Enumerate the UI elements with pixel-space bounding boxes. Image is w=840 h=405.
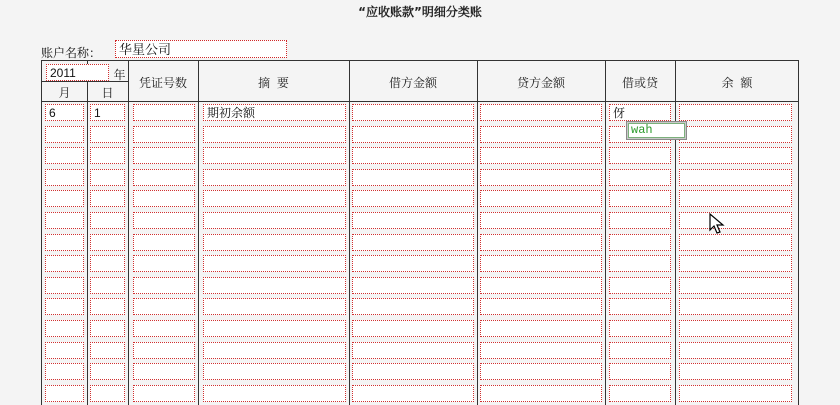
direction-cell[interactable]	[609, 298, 671, 315]
grid-vline	[128, 61, 129, 405]
page-title: “应收账款”明细分类账	[358, 5, 482, 19]
month-cell[interactable]	[45, 212, 84, 229]
voucher-cell[interactable]	[133, 190, 195, 207]
credit-cell[interactable]	[480, 190, 602, 207]
debit-cell[interactable]	[352, 320, 474, 337]
day-cell[interactable]	[90, 255, 125, 272]
summary-cell[interactable]	[203, 190, 346, 207]
balance-cell[interactable]	[679, 190, 792, 207]
direction-cell[interactable]	[609, 363, 671, 380]
month-header: 月	[58, 86, 71, 100]
credit-cell[interactable]	[480, 385, 602, 402]
balance-cell[interactable]	[679, 385, 792, 402]
grid-hline	[42, 101, 799, 102]
voucher-cell[interactable]	[133, 255, 195, 272]
month-cell[interactable]	[45, 320, 84, 337]
summary-cell[interactable]	[203, 298, 346, 315]
credit-cell[interactable]	[480, 147, 602, 164]
voucher-cell[interactable]	[133, 212, 195, 229]
month-cell[interactable]	[45, 342, 84, 359]
summary-cell[interactable]	[203, 320, 346, 337]
balance-cell[interactable]	[679, 126, 792, 143]
arrow-pointer-icon	[709, 213, 725, 235]
grid-vline	[605, 61, 606, 405]
balance-cell[interactable]	[679, 342, 792, 359]
voucher-cell[interactable]	[133, 147, 195, 164]
direction-cell[interactable]	[609, 255, 671, 272]
debit-cell[interactable]	[352, 169, 474, 186]
direction-cell[interactable]	[609, 190, 671, 207]
direction-cell[interactable]	[609, 277, 671, 294]
day-cell[interactable]: 1	[90, 104, 125, 121]
summary-cell[interactable]	[203, 147, 346, 164]
grid-vline	[349, 61, 350, 405]
month-cell[interactable]	[45, 255, 84, 272]
day-cell[interactable]	[90, 190, 125, 207]
summary-cell[interactable]	[203, 169, 346, 186]
voucher-cell[interactable]	[133, 234, 195, 251]
debit-cell[interactable]	[352, 385, 474, 402]
voucher-cell[interactable]	[133, 169, 195, 186]
ime-composition-text: wah	[628, 123, 685, 138]
year-unit-label: 年	[113, 68, 126, 82]
credit-cell[interactable]	[480, 320, 602, 337]
direction-cell[interactable]	[609, 342, 671, 359]
day-cell[interactable]	[90, 212, 125, 229]
debit-cell[interactable]	[352, 298, 474, 315]
direction-cell[interactable]	[609, 385, 671, 402]
day-cell[interactable]	[90, 147, 125, 164]
balance-cell[interactable]	[679, 104, 792, 121]
voucher-cell[interactable]	[133, 126, 195, 143]
summary-cell[interactable]	[203, 277, 346, 294]
ledger-grid	[41, 60, 799, 405]
direction-header: 借或贷	[621, 76, 658, 90]
credit-cell[interactable]	[480, 255, 602, 272]
credit-header: 贷方金额	[516, 76, 565, 90]
credit-cell[interactable]	[480, 212, 602, 229]
grid-vline	[198, 61, 199, 405]
month-cell[interactable]	[45, 363, 84, 380]
voucher-cell[interactable]	[133, 342, 195, 359]
voucher-header: 凭证号数	[138, 76, 187, 90]
day-cell[interactable]	[90, 342, 125, 359]
debit-cell[interactable]	[352, 342, 474, 359]
summary-header: 摘 要	[258, 76, 289, 90]
month-cell[interactable]	[45, 298, 84, 315]
debit-cell[interactable]	[352, 190, 474, 207]
account-name-label: 账户名称：	[41, 46, 102, 60]
debit-cell[interactable]	[352, 126, 474, 143]
year-field[interactable]: 2011	[46, 64, 109, 81]
credit-cell[interactable]	[480, 363, 602, 380]
account-name-field[interactable]: 华星公司	[115, 40, 287, 58]
direction-cell[interactable]	[609, 234, 671, 251]
day-cell[interactable]	[90, 277, 125, 294]
summary-cell[interactable]	[203, 342, 346, 359]
direction-cell[interactable]	[609, 147, 671, 164]
balance-header: 余 额	[721, 76, 753, 90]
grid-vline	[675, 61, 676, 405]
credit-cell[interactable]	[480, 277, 602, 294]
balance-cell[interactable]	[679, 320, 792, 337]
debit-cell[interactable]	[352, 234, 474, 251]
voucher-cell[interactable]	[133, 104, 195, 121]
balance-cell[interactable]	[679, 277, 792, 294]
balance-cell[interactable]	[679, 147, 792, 164]
month-cell[interactable]	[45, 190, 84, 207]
summary-cell[interactable]	[203, 255, 346, 272]
balance-cell[interactable]	[679, 234, 792, 251]
voucher-cell[interactable]	[133, 385, 195, 402]
credit-cell[interactable]	[480, 298, 602, 315]
direction-cell[interactable]: 伢	[609, 104, 671, 121]
voucher-cell[interactable]	[133, 298, 195, 315]
month-cell[interactable]	[45, 169, 84, 186]
balance-cell[interactable]	[679, 255, 792, 272]
balance-cell[interactable]	[679, 169, 792, 186]
debit-cell[interactable]	[352, 277, 474, 294]
debit-cell[interactable]	[352, 363, 474, 380]
voucher-cell[interactable]	[133, 363, 195, 380]
debit-cell[interactable]	[352, 212, 474, 229]
ime-candidate-popup[interactable]	[626, 121, 687, 140]
month-cell[interactable]	[45, 385, 84, 402]
summary-cell[interactable]	[203, 126, 346, 143]
month-cell[interactable]	[45, 126, 84, 143]
month-cell[interactable]	[45, 147, 84, 164]
credit-cell[interactable]	[480, 234, 602, 251]
day-cell[interactable]	[90, 169, 125, 186]
day-cell[interactable]	[90, 126, 125, 143]
balance-cell[interactable]	[679, 298, 792, 315]
day-cell[interactable]	[90, 298, 125, 315]
grid-vline	[477, 61, 478, 405]
summary-cell[interactable]: 期初余额	[203, 104, 346, 121]
debit-cell[interactable]	[352, 147, 474, 164]
summary-cell[interactable]	[203, 385, 346, 402]
credit-cell[interactable]	[480, 169, 602, 186]
debit-header: 借方金额	[388, 76, 437, 90]
direction-cell[interactable]	[609, 169, 671, 186]
month-cell[interactable]	[45, 277, 84, 294]
voucher-cell[interactable]	[133, 277, 195, 294]
credit-cell[interactable]	[480, 104, 602, 121]
grid-vline	[87, 61, 88, 405]
day-cell[interactable]	[90, 320, 125, 337]
summary-cell[interactable]	[203, 212, 346, 229]
voucher-cell[interactable]	[133, 320, 195, 337]
balance-cell[interactable]	[679, 212, 792, 229]
day-cell[interactable]	[90, 385, 125, 402]
direction-cell[interactable]	[609, 320, 671, 337]
day-cell[interactable]	[90, 234, 125, 251]
debit-cell[interactable]	[352, 104, 474, 121]
day-cell[interactable]	[90, 363, 125, 380]
month-cell[interactable]	[45, 234, 84, 251]
debit-cell[interactable]	[352, 255, 474, 272]
direction-cell[interactable]	[609, 212, 671, 229]
month-cell[interactable]: 6	[45, 104, 84, 121]
summary-cell[interactable]	[203, 234, 346, 251]
credit-cell[interactable]	[480, 342, 602, 359]
day-header: 日	[101, 86, 114, 100]
credit-cell[interactable]	[480, 126, 602, 143]
summary-cell[interactable]	[203, 363, 346, 380]
balance-cell[interactable]	[679, 363, 792, 380]
